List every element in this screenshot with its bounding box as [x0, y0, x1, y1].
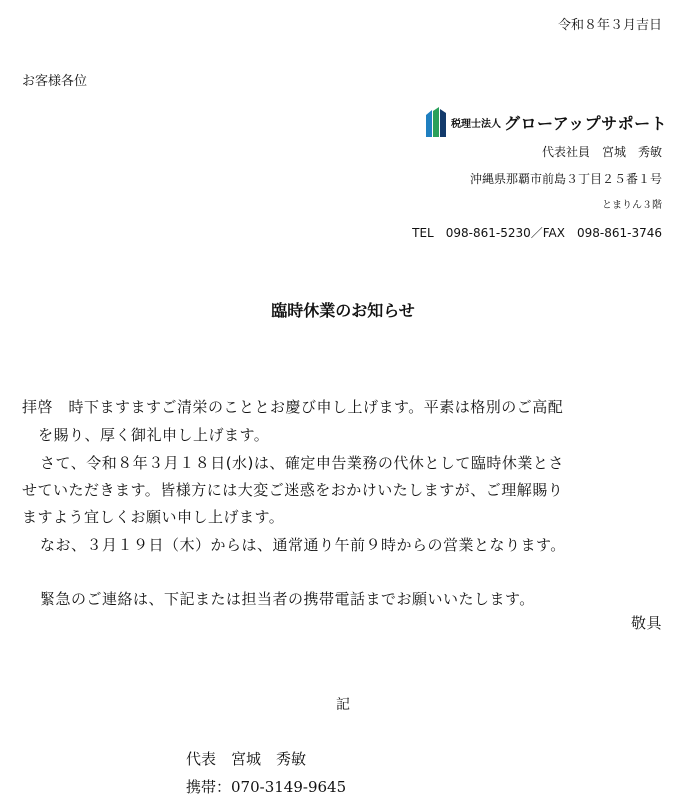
- document-date: 令和８年３月吉日: [557, 18, 662, 33]
- body-paragraph-3: なお、３月１９日（木）からは、通常通り午前９時からの営業となります。: [40, 536, 566, 554]
- body-paragraph-2-line-2: せていただきます。皆様方には大変ご迷惑をおかけいたしますが、ご理解賜り: [22, 481, 564, 499]
- contact-mobile: 携帯：070-3149-9645: [186, 778, 347, 796]
- address-line-1: 沖縄県那覇市前島３丁目２５番１号: [469, 172, 662, 186]
- company-block: [426, 106, 667, 138]
- contact-name: 代表 宮城 秀敏: [186, 750, 307, 768]
- body-paragraph-1-line-2: を賜り、厚く御礼申し上げます。: [38, 426, 270, 444]
- body-paragraph-4: 緊急のご連絡は、下記または担当者の携帯電話までお願いいたします。: [40, 590, 535, 608]
- address-line-2: とまりん３階: [602, 200, 662, 211]
- tel-fax-line: TEL 098-861-5230／FAX 098-861-3746: [412, 226, 662, 240]
- company-logo-icon: [426, 107, 446, 137]
- recipient-line: お客様各位: [22, 74, 88, 89]
- notice-title: 臨時休業のお知らせ: [271, 301, 415, 320]
- company-name: グローアップサポート: [504, 113, 668, 133]
- body-paragraph-2-line-3: ますよう宜しくお願い申し上げます。: [22, 508, 285, 526]
- representative-name: 代表社員 宮城 秀敏: [541, 145, 662, 159]
- company-prefix: 税理士法人: [451, 118, 501, 130]
- notes-heading: 記: [336, 697, 350, 713]
- body-paragraph-1-line-1: 拝啓 時下ますますご清栄のこととお慶び申し上げます。平素は格別のご高配: [22, 398, 564, 416]
- closing-word: 敬具: [630, 614, 662, 632]
- body-paragraph-2-line-1: さて、令和８年３月１８日(水)は、確定申告業務の代休として臨時休業とさ: [40, 454, 564, 472]
